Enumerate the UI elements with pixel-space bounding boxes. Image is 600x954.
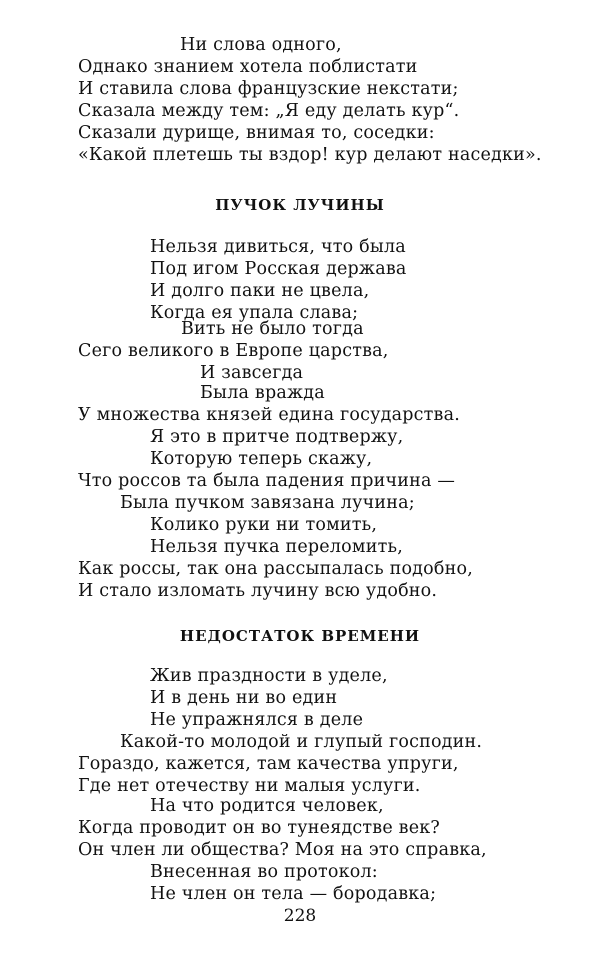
verse-line: Не упражнялся в деле: [150, 710, 364, 730]
verse-line: Нельзя пучка переломить,: [150, 537, 403, 557]
verse-line: Под игом Росская держава: [150, 259, 407, 279]
verse-line: Какой-то молодой и глупый господин.: [120, 732, 483, 752]
verse-line: «Какой плетешь ты вздор! кур делают наседки».: [78, 145, 542, 165]
verse-line: На что родится человек,: [150, 796, 384, 816]
verse-line: Как россы, так она рассыпалась подобно,: [78, 559, 473, 579]
verse-line: Сказали дурище, внимая то, соседки:: [78, 123, 435, 143]
verse-line: Которую теперь скажу,: [150, 449, 373, 469]
verse-line: И ставила слова французские некстати;: [78, 79, 459, 99]
verse-line: И стало изломать лучину всю удобно.: [78, 581, 438, 601]
verse-line: У множества князей едина государства.: [78, 405, 460, 425]
poem-title: ПУЧОК ЛУЧИНЫ: [215, 196, 385, 214]
verse-line: Жив праздности в уделе,: [150, 666, 388, 686]
verse-line: Ни слова одного,: [180, 35, 342, 55]
verse-line: Я это в притче подтвержу,: [150, 427, 404, 447]
verse-line: Была пучком завязана лучина;: [120, 493, 415, 513]
verse-line: Нельзя дивиться, что была: [150, 237, 406, 257]
poem-title: НЕДОСТАТОК ВРЕМЕНИ: [179, 627, 421, 645]
verse-line: И в день ни во един: [150, 688, 338, 708]
verse-line: И завсегда: [200, 363, 304, 383]
page-number: 228: [283, 906, 317, 926]
verse-line: Колико руки ни томить,: [150, 515, 378, 535]
verse-line: Когда проводит он во тунеядстве век?: [78, 818, 441, 838]
verse-line: Что россов та была падения причина —: [78, 471, 456, 491]
verse-line: Вить не было тогда: [181, 319, 364, 339]
verse-line: Однако знанием хотела поблистати: [78, 57, 418, 77]
verse-line: И долго паки не цвела,: [150, 281, 370, 301]
verse-line: Была вражда: [200, 383, 325, 403]
verse-line: Где нет отечеству ни малыя услуги.: [78, 776, 421, 796]
verse-line: Внесенная во протокол:: [150, 862, 378, 882]
verse-line: Сего великого в Европе царства,: [78, 341, 389, 361]
verse-line: Гораздо, кажется, там качества упруги,: [78, 754, 459, 774]
verse-line: Когда ея упала слава;: [150, 303, 359, 323]
verse-line: Сказала между тем: „Я еду делать кур“.: [78, 101, 460, 121]
verse-line: Он член ли общества? Моя на это справка,: [78, 840, 487, 860]
verse-line: Не член он тела — бородавка;: [150, 884, 437, 904]
